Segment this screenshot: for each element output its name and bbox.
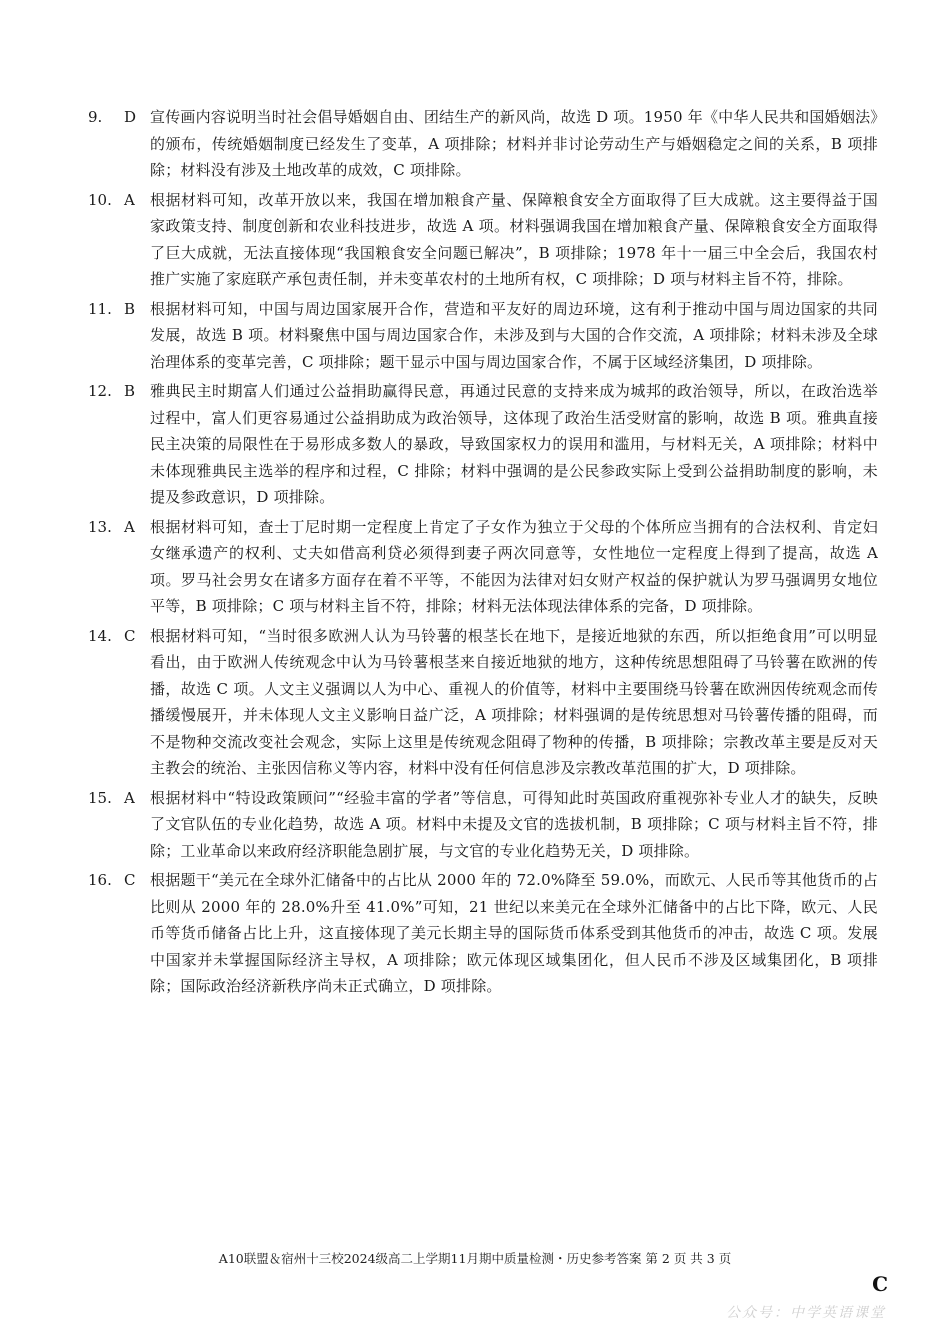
page-footer: A10联盟＆宿州十三校2024级高二上学期11月期中质量检测・历史参考答案 第 2 页 共 3 页 bbox=[218, 1251, 732, 1266]
question-number: 10. bbox=[88, 190, 112, 209]
question-item-9 bbox=[88, 104, 878, 184]
question-number: 14. bbox=[88, 626, 112, 645]
corner-mark: C bbox=[872, 1272, 888, 1296]
question-number: 13. bbox=[88, 517, 112, 536]
explanation-text: 根据题干“美元在全球外汇储备中的占比从 2000 年的 72.0%降至 59.0%，而欧元、人民币等其他货币的占比则从 2000 年的 28.0%升至 41.0%”可知，21 世纪以来美元在全球外汇储备中的占比下降，欧元、人民币等货币储备占比上升，这直接体现了美元长期主导的国际货币体系受到其他货币的冲击，故选 C 项。发展中国家并未掌握国际经济主导权，A 项排除；欧元体现区域集团化，但人民币不涉及区域集团化，B 项排除；国际政治经济新秩序尚未正式确立，D 项排除。 bbox=[150, 871, 878, 995]
explanation-text: 根据材料可知，“当时很多欧洲人认为马铃薯的根茎长在地下，是接近地狱的东西，所以拒绝食用”可以明显看出，由于欧洲人传统观念中认为马铃薯根茎来自接近地狱的地方，这种传统思想阻碍了马铃薯在欧洲的传播，故选 C 项。人文主义强调以人为中心、重视人的价值等，材料中主要围绕马铃薯在欧洲因传统观念而传播缓慢展开，并未体现人文主义影响日益广泛，A 项排除；材料强调的是传统思想对马铃薯传播的阻碍，而不是物种交流改变社会观念，实际上这里是传统观念阻碍了物种的传播，B 项排除；宗教改革主要是反对天主教会的统治、主张因信称义等内容，材料中没有任何信息涉及宗教改革范围的扩大，D 项排除。 bbox=[150, 626, 878, 777]
question-number: 9. bbox=[88, 108, 103, 126]
question-list bbox=[88, 104, 878, 1003]
answer-letter: A bbox=[124, 788, 135, 807]
answer-letter: C bbox=[124, 626, 136, 645]
question-number: 11. bbox=[88, 299, 112, 318]
explanation-text: 雅典民主时期富人们通过公益捐助赢得民意，再通过民意的支持来成为城邦的政治领导，所以，在政治选举过程中，富人们更容易通过公益捐助成为政治领导，这体现了政治生活受财富的影响，故选 B 项。雅典直接民主决策的局限性在于易形成多数人的暴政，导致国家权力的误用和滥用，与材料无关，A 项排除；材料中未体现雅典民主选举的程序和过程，C 排除；材料中强调的是公民参政实际上受到公益捐助制度的影响，未提及参政意识，D 项排除。 bbox=[150, 382, 878, 506]
question-item-16 bbox=[88, 867, 878, 1000]
question-number: 12. bbox=[88, 382, 112, 400]
answer-letter: B bbox=[124, 382, 136, 400]
answer-letter: D bbox=[124, 108, 137, 126]
question-item-12 bbox=[88, 378, 878, 511]
question-item-10 bbox=[88, 187, 878, 293]
watermark: 公众号：中学英语课堂 bbox=[726, 1305, 886, 1321]
answer-letter: A bbox=[124, 190, 135, 209]
answer-letter: C bbox=[124, 871, 136, 889]
question-number: 15. bbox=[88, 788, 112, 807]
question-number: 16. bbox=[88, 871, 112, 889]
explanation-text: 根据材料可知，中国与周边国家展开合作，营造和平友好的周边环境，这有利于推动中国与周边国家的共同发展，故选 B 项。材料聚焦中国与周边国家合作，未涉及到与大国的合作交流，A 项排除；材料未涉及全球治理体系的变革完善，C 项排除；题干显示中国与周边国家合作，不属于区域经济集团，D 项排除。 bbox=[150, 299, 878, 371]
question-item-15 bbox=[88, 785, 878, 865]
question-item-11 bbox=[88, 296, 878, 376]
answer-letter: A bbox=[124, 517, 135, 536]
explanation-text: 根据材料可知，查士丁尼时期一定程度上肯定了子女作为独立于父母的个体所应当拥有的合法权利、肯定妇女继承遗产的权利、丈夫如借高利贷必须得到妻子两次同意等，女性地位一定程度上得到了提高，故选 A 项。罗马社会男女在诸多方面存在着不平等，不能因为法律对妇女财产权益的保护就认为罗马强调男女地位平等，B 项排除；C 项与材料主旨不符，排除；材料无法体现法律体系的完备，D 项排除。 bbox=[150, 517, 878, 615]
explanation-text: 宣传画内容说明当时社会倡导婚姻自由、团结生产的新风尚，故选 D 项。1950 年《中华人民共和国婚姻法》的颁布，传统婚姻制度已经发生了变革，A 项排除；材料并非讨论劳动生产与婚姻稳定之间的关系，B 项排除；材料没有涉及土地改革的成效，C 项排除。 bbox=[150, 108, 878, 179]
question-item-13 bbox=[88, 514, 878, 620]
question-item-14 bbox=[88, 623, 878, 782]
answer-letter: B bbox=[124, 299, 136, 318]
explanation-text: 根据材料中“特设政策顾问”“经验丰富的学者”等信息，可得知此时英国政府重视弥补专业人才的缺失，反映了文官队伍的专业化趋势，故选 A 项。材料中未提及文官的选拔机制，B 项排除；C 项与材料主旨不符，排除；工业革命以来政府经济职能急剧扩展，与文官的专业化趋势无关，D 项排除。 bbox=[150, 788, 878, 860]
explanation-text: 根据材料可知，改革开放以来，我国在增加粮食产量、保障粮食安全方面取得了巨大成就。这主要得益于国家政策支持、制度创新和农业科技进步，故选 A 项。材料强调我国在增加粮食产量、保障粮食安全方面取得了巨大成就，无法直接体现“我国粮食安全问题已解决”，B 项排除；1978 年十一届三中全会后，我国农村推广实施了家庭联产承包责任制，并未变革农村的土地所有权，C 项排除；D 项与材料主旨不符，排除。 bbox=[150, 190, 878, 288]
